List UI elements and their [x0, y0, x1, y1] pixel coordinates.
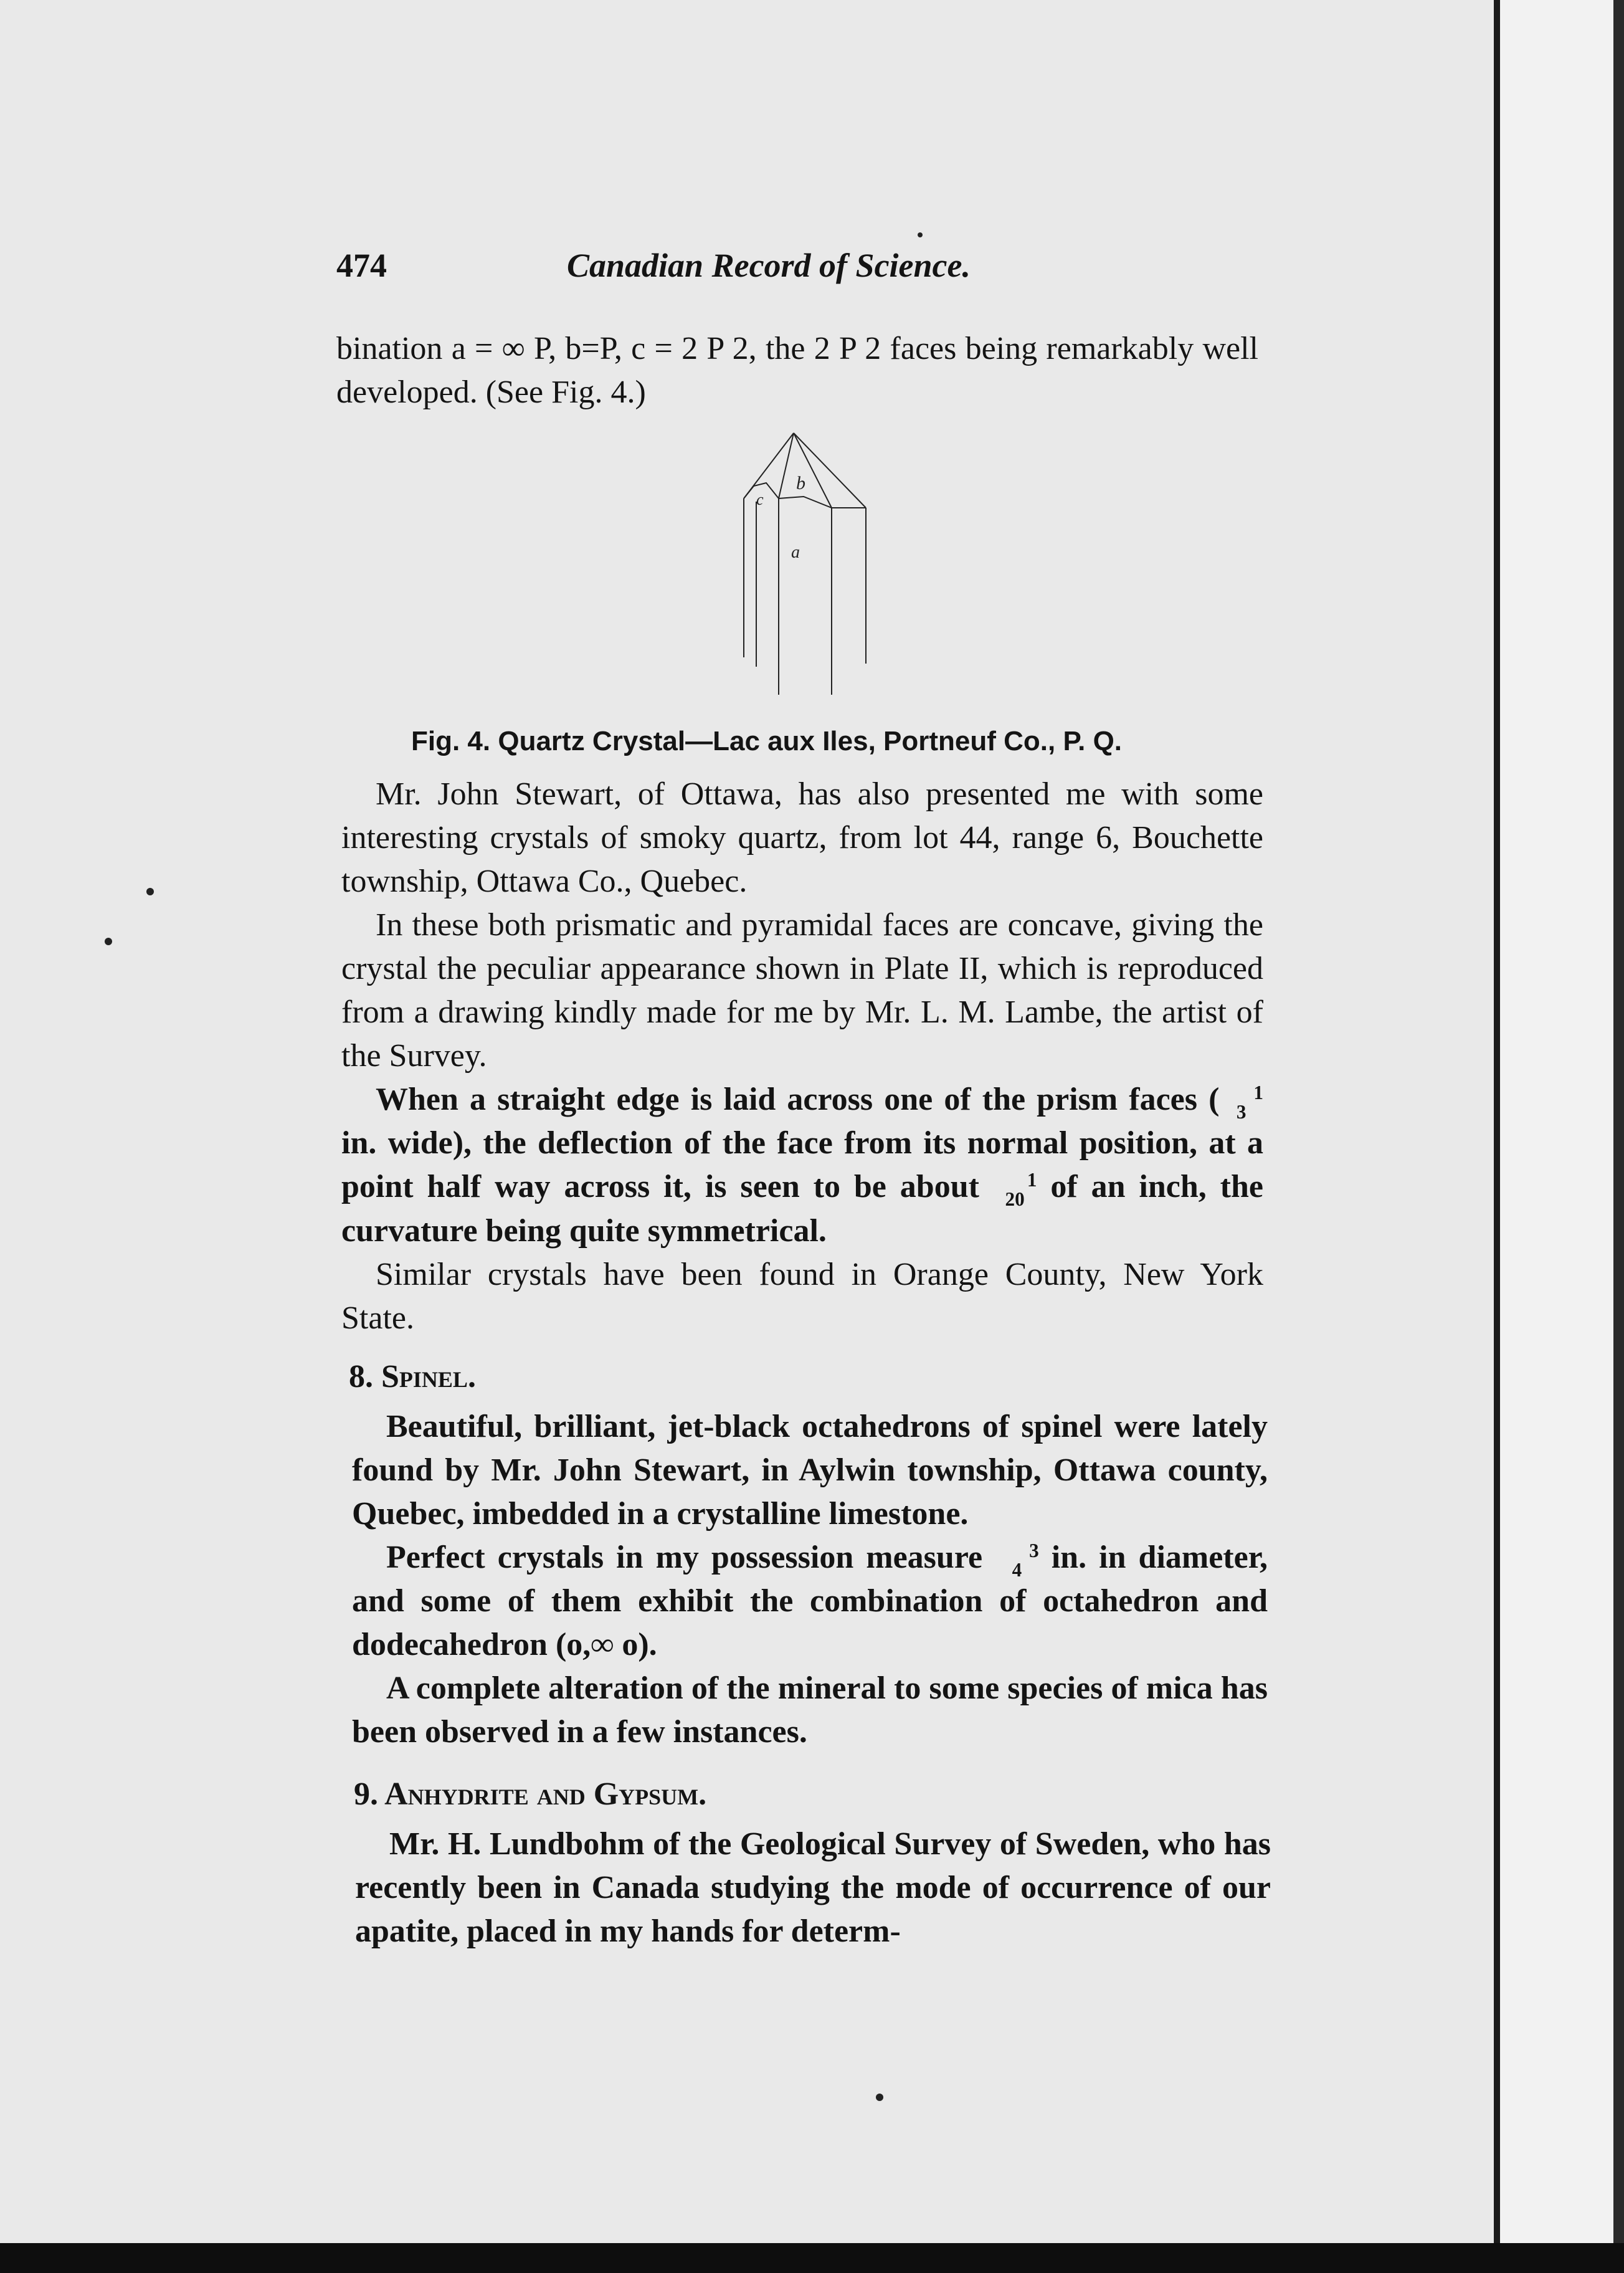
- paragraph: Similar crystals have been found in Orange County, New York State.: [341, 1256, 1263, 1336]
- figure-label-b: b: [796, 473, 805, 493]
- spinel-section-body: [352, 1405, 1268, 1754]
- page-edge-shadow: [1494, 0, 1500, 2243]
- paragraph: Mr. John Stewart, of Ottawa, has also presented me with some interesting crystals of smoky quartz, from lot 44, range 6, Bouchette township, Ottawa Co., Quebec.: [341, 776, 1263, 899]
- fraction: [995, 1541, 1039, 1580]
- figure-label-a: a: [791, 543, 800, 562]
- text-run: Perfect crystals in my possession measure: [386, 1540, 995, 1575]
- scan-speck: [876, 2094, 883, 2101]
- fraction-denominator: 3: [1236, 1101, 1246, 1123]
- running-title: Canadian Record of Science.: [567, 247, 971, 284]
- text-run: in. wide), the deflection of the face from its normal position, at a point half way across it, is seen to be about: [341, 1125, 1263, 1205]
- continuation-paragraph: bination a = ∞ P, b=P, c = 2 P 2, the 2 P 2 faces being remarkably well developed. (See Fig. 4.): [336, 331, 1258, 410]
- text-run: of an inch, the curvature being quite symmetrical.: [341, 1169, 1263, 1249]
- fraction-numerator: 1: [1253, 1081, 1263, 1103]
- paragraph: In these both prismatic and pyramidal faces are concave, giving the crystal the peculiar appearance shown in Plate II, which is reproduced from a drawing kindly made for me by Mr. L. M. Lambe, the artist of the Survey.: [341, 907, 1263, 1074]
- page-number: 474: [336, 247, 387, 284]
- scan-speck: [105, 938, 112, 945]
- quartz-crystal-figure: [729, 427, 885, 701]
- scan-bottom-edge: [0, 2243, 1624, 2273]
- section-heading-text: 8. Spinel.: [349, 1359, 476, 1394]
- scan-speck: [918, 232, 923, 237]
- anhydrite-section-body: [355, 1823, 1271, 1953]
- page-header: [336, 246, 1240, 296]
- paragraph-prism-deflection: [341, 1078, 1263, 1253]
- paragraph-crystal-size: [352, 1536, 1268, 1667]
- crystal-rhomb-edge: [779, 497, 866, 508]
- fraction: [1219, 1083, 1263, 1122]
- paragraph: Beautiful, brilliant, jet-black octahedrons of spinel were lately found by Mr. John Stewart, in Aylwin township, Ottawa county, Quebec, imbedded in a crystalline limestone.: [352, 1409, 1268, 1532]
- scan-speck: [146, 888, 154, 895]
- section-heading-text: 9. Anhydrite and Gypsum.: [354, 1776, 707, 1812]
- text-run: in. in diameter, and some of them exhibit the combination of octahedron and dodecahedron (o,∞ o).: [352, 1540, 1268, 1663]
- fraction-numerator: 3: [1029, 1539, 1039, 1561]
- fraction: [993, 1170, 1037, 1209]
- adjacent-page-margin: [1500, 0, 1624, 2243]
- text-run: When a straight edge is laid across one of the prism faces (: [376, 1082, 1220, 1117]
- fraction-denominator: 4: [1012, 1559, 1022, 1581]
- scan-right-edge: [1613, 0, 1624, 2243]
- section-heading-anhydrite: [354, 1773, 1276, 1816]
- paragraph: Mr. H. Lundbohm of the Geological Survey of Sweden, who has recently been in Canada studying the mode of occurrence of our apatite, placed in my hands for determ-: [355, 1826, 1271, 1949]
- fraction-denominator: 20: [1005, 1188, 1025, 1211]
- paragraph: A complete alteration of the mineral to some species of mica has been observed in a few instances.: [352, 1670, 1268, 1750]
- figure-label-c: c: [756, 490, 764, 508]
- fraction-numerator: 1: [1027, 1169, 1037, 1191]
- section-heading-spinel: [349, 1355, 1271, 1399]
- figure-caption: Fig. 4. Quartz Crystal—Lac aux Iles, Portneuf Co., P. Q.: [411, 726, 1123, 756]
- quartz-section-body: [341, 773, 1263, 1340]
